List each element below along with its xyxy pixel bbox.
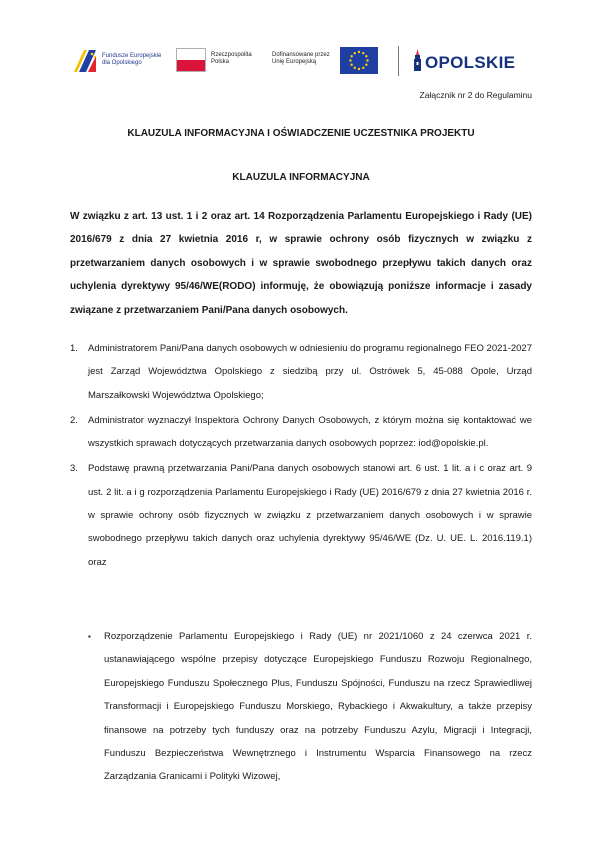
eu-flag-icon [340, 47, 378, 74]
list-item-number: 3. [70, 463, 78, 475]
document-title: KLAUZULA INFORMACYJNA I OŚWIADCZENIE UCZESTNIKA PROJEKTU [127, 128, 475, 139]
polish-flag-icon [176, 48, 206, 72]
bullet-item [88, 625, 532, 789]
eu-star-icon [362, 67, 364, 69]
fundusze-europejskie-icon [72, 48, 98, 74]
list-item [70, 457, 532, 573]
annex-note: Załącznik nr 2 do Regulaminu [419, 90, 532, 100]
rzeczpospolita-polska-logo [176, 44, 272, 78]
opolskie-logo [412, 44, 528, 78]
rzeczpospolita-polska-label: Rzeczpospolita Polska [211, 52, 252, 65]
eu-funding-logo [272, 44, 412, 78]
bullet-list [88, 625, 532, 789]
eu-star-icon [358, 51, 360, 53]
eu-star-icon [365, 55, 367, 57]
intro-paragraph: W związku z art. 13 ust. 1 i 2 oraz art. 14 Rozporządzenia Parlamentu Europejskiego i Rady (UE) 2016/679 z dnia 27 kwietnia 2016 r, w sprawie ochrony osób fizycznych w związku z przetwarzaniem danych osobowych i w sprawie swobodnego przepływu takich danych oraz uchylenia dyrektywy 95/46/WE(RODO) informuję, że obowiązują poniższe informacje i zasady związane z przetwarzaniem Pani/Pana danych osobowych. [70, 211, 532, 316]
fundusze-europejskie-label: Fundusze Europejskie dla Opolskiego [102, 53, 162, 66]
eu-star-icon [354, 67, 356, 69]
list-item [70, 337, 532, 407]
logo-bar [72, 44, 528, 78]
eu-star-icon [349, 59, 351, 61]
opolskie-tower-icon [412, 49, 423, 71]
eu-star-icon [350, 64, 352, 66]
list-item [70, 409, 532, 456]
logo-divider [398, 46, 399, 76]
eu-star-icon [366, 59, 368, 61]
eu-star-icon [358, 68, 360, 70]
list-item-number: 2. [70, 414, 78, 426]
eu-star-icon [350, 55, 352, 57]
list-item-text: Administratorem Pani/Pana danych osobowych w odniesieniu do programu regionalnego FEO 2021-2027 jest Zarząd Województwa Opolskiego z siedzibą przy ul. Ostrówek 5, 45-088 Opole, Urząd Marszałkowski Województwa Opolskiego; [88, 343, 532, 401]
square-bullet-icon: ▪ [88, 632, 91, 641]
eu-star-icon [354, 52, 356, 54]
list-item-text: Administrator wyznaczył Inspektora Ochrony Danych Osobowych, z którym można się kontaktować we wszystkich sprawach dotyczących przetwarzania danych osobowych poprzez: iod@opolskie.pl. [88, 414, 532, 450]
bullet-item-text: Rozporządzenie Parlamentu Europejskiego i Rady (UE) nr 2021/1060 z 24 czerwca 2021 r. ustanawiającego wspólne przepisy dotyczące Europejskiego Funduszu Rozwoju Regionalnego, Europejskiego Funduszu Społecznego Plus, Funduszu Spójności, Funduszu na rzecz Sprawiedliwej Transformacji i Europejskiego Funduszu Morskiego, Rybackiego i Akwakultury, a także przepisy finansowe na potrzeby tych funduszy oraz na potrzeby Funduszu Azylu, Migracji i Integracji, Funduszu Bezpieczeństwa Wewnętrznego i Instrumentu Wsparcia Finansowego na rzecz Zarządzania Granicami i Polityki Wizowej, [104, 631, 532, 783]
section-title: KLAUZULA INFORMACYJNA [232, 172, 370, 183]
eu-star-icon [365, 64, 367, 66]
list-item-number: 1. [70, 343, 78, 354]
eu-star-icon [362, 52, 364, 54]
opolskie-label: OPOLSKIE [425, 53, 516, 72]
eu-funding-label: Dofinansowane przez Unię Europejską [272, 52, 330, 65]
fundusze-europejskie-logo [72, 44, 172, 78]
list-item-text: Podstawę prawną przetwarzania Pani/Pana danych osobowych stanowi art. 6 ust. 1 lit. a i c oraz art. 9 ust. 2 lit. a i g rozporządzenia Parlamentu Europejskiego i Rady (UE) 2016/679 z dnia 27 kwietnia 2016 r. w sprawie ochrony osób fizycznych w związku z przetwarzaniem danych osobowych i w sprawie swobodnego przepływu takich danych oraz uchylenia dyrektywy 95/46/WE (Dz. U. UE. L. 2016.119.1) oraz [88, 463, 532, 568]
numbered-list [70, 337, 532, 574]
